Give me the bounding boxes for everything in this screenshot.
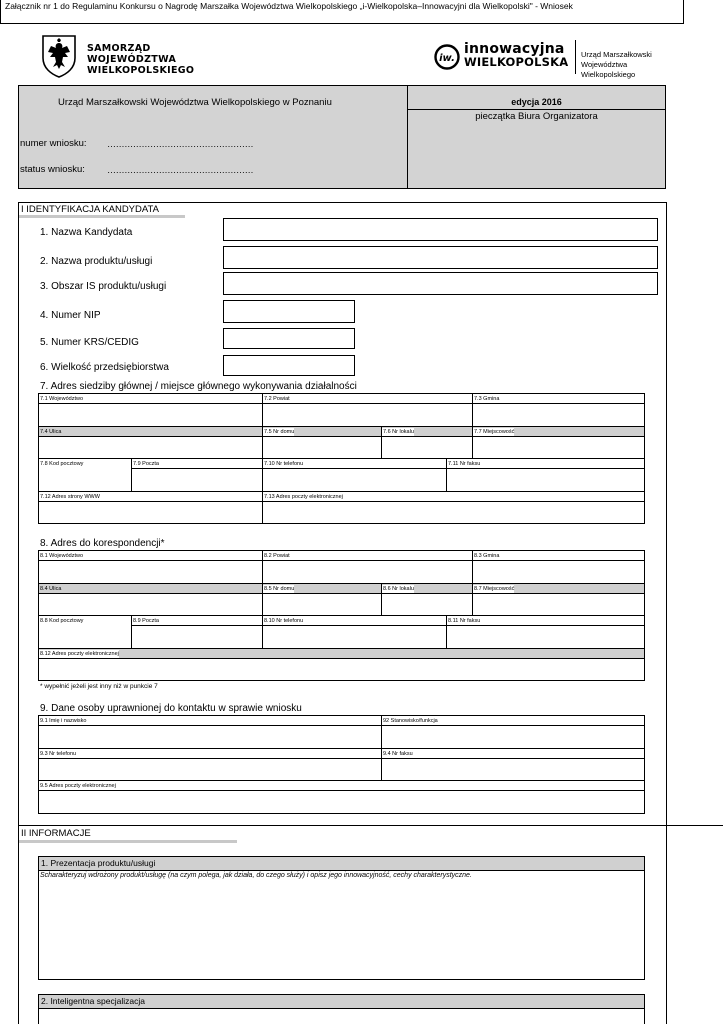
address-main-label: 7. Adres siedziby głównej / miejsce głównego wykonywania działalności	[40, 381, 357, 392]
corr-postal-code-input[interactable]	[39, 626, 131, 647]
apartment-no-input[interactable]	[382, 437, 472, 458]
correspondence-address-label: 8. Adres do korespondencji*	[40, 538, 165, 549]
is-area-label: 3. Obszar IS produktu/usługi	[40, 281, 167, 292]
section2-title: II INFORMACJE	[21, 828, 91, 839]
contact-person-label: 9. Dane osoby uprawnionej do kontaktu w sprawie wniosku	[40, 703, 302, 714]
company-size-number: 6.	[40, 362, 49, 373]
smart-specialization-title: 2. Inteligentna specjalizacja	[41, 996, 145, 1006]
corr-postal-code-cell-label: 8.8 Kod pocztowy	[40, 618, 84, 624]
corr-apartment-no-cell-label: 8.6 Nr lokalu	[383, 586, 414, 592]
innowacyjna-wielkopolska-logo	[434, 40, 664, 79]
contact-name-input[interactable]	[39, 726, 381, 747]
city-cell-label: 7.7 Miejscowość	[474, 429, 515, 435]
contact-position-cell-label: 92 Stanowisko/funkcja	[383, 718, 438, 724]
contact-email-cell-label: 9.5 Adres poczty elektronicznej	[40, 783, 116, 789]
corr-city-input[interactable]	[473, 594, 644, 615]
contact-fax-cell-label: 9.4 Nr faksu	[383, 751, 413, 757]
smart-specialization-input[interactable]	[39, 1009, 644, 1024]
contact-phone-input[interactable]	[39, 759, 381, 780]
apartment-no-cell-label: 7.6 Nr lokalu	[383, 429, 414, 435]
application-status-field[interactable]: ……………………………………………	[107, 165, 254, 175]
nip-input[interactable]	[223, 300, 355, 323]
corr-phone-cell-label: 8.10 Nr telefonu	[264, 618, 304, 624]
corr-fax-cell-label: 8.11 Nr faksu	[448, 618, 481, 624]
corr-voivodeship-cell-label: 8.1 Województwo	[40, 553, 84, 559]
email-input[interactable]	[263, 502, 644, 523]
contact-email-input[interactable]	[39, 791, 644, 813]
corr-apartment-no-input[interactable]	[382, 594, 472, 615]
corr-voivodeship-input[interactable]	[39, 561, 262, 582]
contact-position-input[interactable]	[382, 726, 644, 747]
county-input[interactable]	[263, 404, 472, 425]
correspondence-note: * wypełnić jeżeli jest inny niż w punkcie 7	[40, 683, 158, 690]
logo-right-brand1: innowacyjna	[464, 41, 565, 57]
corr-city-cell-label: 8.7 Miejscowość	[474, 586, 515, 592]
contact-phone-cell-label: 9.3 Nr telefonu	[40, 751, 77, 757]
product-name-input[interactable]	[223, 246, 658, 269]
commune-input[interactable]	[473, 404, 644, 425]
corr-post-office-input[interactable]	[132, 626, 262, 647]
product-presentation-input[interactable]	[39, 884, 644, 979]
street-input[interactable]	[39, 437, 262, 458]
logo-separator	[575, 40, 576, 74]
wielkopolska-government-logo	[40, 34, 200, 78]
fax-input[interactable]	[447, 469, 644, 490]
corr-commune-cell-label: 8.3 Gmina	[474, 553, 500, 559]
eagle-coat-of-arms-icon	[40, 34, 78, 78]
logo-left-line1: SAMORZĄD WOJEWÓDZTWA	[87, 43, 177, 65]
corr-post-office-cell-label: 8.9 Poczta	[133, 618, 159, 624]
form-frame-right	[666, 202, 667, 1024]
section2-underline	[19, 840, 237, 843]
product-name-label: 2. Nazwa produktu/usługi	[40, 256, 153, 267]
corr-email-input[interactable]	[39, 659, 644, 680]
svg-text:iw.: iw.	[439, 53, 455, 64]
corr-house-no-input[interactable]	[263, 594, 381, 615]
house-no-input[interactable]	[263, 437, 381, 458]
commune-cell-label: 7.3 Gmina	[474, 396, 500, 402]
email-cell-label: 7.13 Adres poczty elektronicznej	[264, 494, 343, 500]
attachment-header-text: Załącznik nr 1 do Regulaminu Konkursu o Nagrodę Marszałka Województwa Wielkopolskiego „i-Wielkopolska–Innowacyjni dla Wielkopolski" - Wniosek	[5, 1, 573, 11]
office-box-row-line	[407, 109, 666, 110]
product-presentation-title: 1. Prezentacja produktu/usługi	[41, 858, 156, 868]
corr-commune-input[interactable]	[473, 561, 644, 582]
voivodeship-cell-label: 7.1 Województwo	[40, 396, 84, 402]
section1-frame-top	[18, 202, 667, 203]
company-size-input[interactable]	[223, 355, 355, 376]
post-office-cell-label: 7.9 Poczta	[133, 461, 159, 467]
postal-code-cell-label: 7.8 Kod pocztowy	[40, 461, 84, 467]
corr-street-cell-label: 8.4 Ulica	[40, 586, 62, 592]
phone-input[interactable]	[263, 469, 446, 490]
stamp-label: pieczątka Biura Organizatora	[475, 111, 598, 122]
company-size-label	[40, 362, 169, 373]
corr-county-input[interactable]	[263, 561, 472, 582]
county-cell-label: 7.2 Powiat	[264, 396, 290, 402]
application-number-field[interactable]: ……………………………………………	[107, 139, 254, 149]
logo-right-office2: Województwa Wielkopolskiego	[581, 60, 636, 79]
house-no-cell-label: 7.5 Nr domu	[264, 429, 295, 435]
logo-right-brand2: WIELKOPOLSKA	[464, 55, 569, 69]
logo-right-office1: Urząd Marszałkowski	[581, 50, 652, 59]
corr-fax-input[interactable]	[447, 626, 644, 647]
krs-label: 5. Numer KRS/CEDIG	[40, 337, 139, 348]
form-frame-left	[18, 202, 19, 1024]
application-number-label: numer wniosku:	[20, 138, 87, 149]
company-size-text: Wielkość przedsiębiorstwa	[51, 362, 169, 373]
edition-label: edycja 2016	[511, 97, 562, 107]
candidate-name-label: 1. Nazwa Kandydata	[40, 227, 133, 238]
section1-title: I IDENTYFIKACJA KANDYDATA	[21, 204, 159, 215]
fax-cell-label: 7.11 Nr faksu	[448, 461, 481, 467]
phone-cell-label: 7.10 Nr telefonu	[264, 461, 304, 467]
voivodeship-input[interactable]	[39, 404, 262, 425]
iw-circle-icon	[434, 44, 460, 70]
post-office-input[interactable]	[132, 469, 262, 490]
attachment-header	[0, 0, 684, 24]
corr-county-cell-label: 8.2 Powiat	[264, 553, 290, 559]
corr-phone-input[interactable]	[263, 626, 446, 647]
application-status-label: status wniosku:	[20, 164, 85, 175]
nip-label: 4. Numer NIP	[40, 310, 101, 321]
contact-fax-input[interactable]	[382, 759, 644, 780]
street-cell-label: 7.4 Ulica	[40, 429, 62, 435]
product-presentation-description: Scharakteryzuj wdrożony produkt/usługę (na czym polega, jak działa, do czego służy) i opisz jego innowacyjność, cechy charakterystyczne.	[40, 872, 472, 879]
candidate-name-input[interactable]	[223, 218, 658, 241]
website-input[interactable]	[39, 502, 262, 523]
corr-street-input[interactable]	[39, 594, 262, 615]
section1-underline	[19, 215, 185, 218]
office-title: Urząd Marszałkowski Województwa Wielkopolskiego w Poznaniu	[58, 97, 332, 108]
website-cell-label: 7.12 Adres strony WWW	[40, 494, 100, 500]
krs-input[interactable]	[223, 328, 355, 349]
is-area-input[interactable]	[223, 272, 658, 295]
city-input[interactable]	[473, 437, 644, 458]
section2-frame-top	[18, 825, 723, 826]
corr-house-no-cell-label: 8.5 Nr domu	[264, 586, 295, 592]
logo-left-line2: WIELKOPOLSKIEGO	[87, 65, 195, 76]
contact-name-cell-label: 9.1 Imię i nazwisko	[40, 718, 87, 724]
corr-email-cell-label: 8.12 Adres poczty elektronicznej	[40, 651, 119, 657]
postal-code-input[interactable]	[39, 469, 131, 490]
